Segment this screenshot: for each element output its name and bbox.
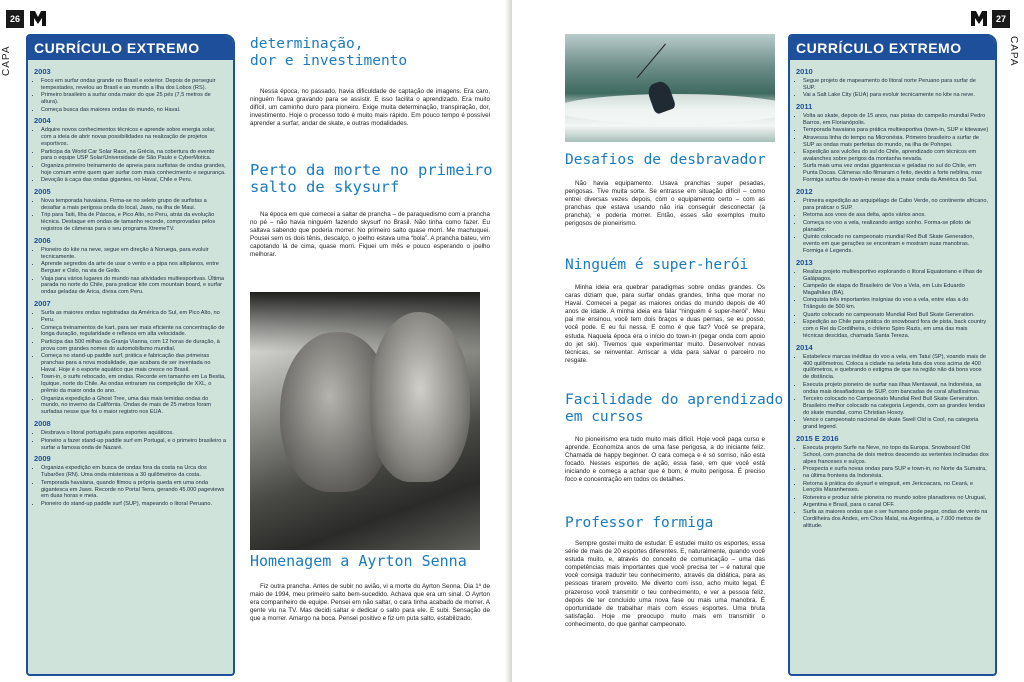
section-title-desafios: Desafios de desbravador — [565, 152, 766, 168]
list-item: • Volta ao skate, depois de 15 anos, nas pistas do campeão mundial Pedro Barros, em Florianópolis. — [803, 113, 989, 127]
sidebar-curriculo — [26, 34, 235, 676]
list-item: • Trip para Taiti, Ilha de Páscoa, e Pico Alto, no Peru, atrás da evolução técnica. Destaque em ondas de tamanho recorde, comprovadas pelos registros de câmeras para o seu programa XtremeTV. — [41, 212, 227, 233]
title-line: Perto da morte no primeiro — [250, 161, 493, 179]
year-list — [796, 198, 989, 255]
sidebar-curriculo — [788, 34, 997, 676]
paragraph: Na época em que comecei a saltar de prancha – de paraquedismo com a prancha no pé – não havia ninguém fazendo skysurf no Brasil. Não tinha como fazer. Eu saltava sabendo que poderia morrer. No primeiro salto quase morri. Me machuquei. Pousei sem os dois tênis, descalço, o joelho estava uma “bola”. A prancha bateu, vim capotando lá de cima, quase morri. Fiquei um mês e pouco esperando o joelho melhorar. — [250, 211, 490, 259]
year-list — [34, 78, 227, 114]
list-item: • Quinto colocado no campeonato mundial Red Bull Skate Generation, evento em que gerações se encontram e mostram suas manobras. Formiga é Legends. — [803, 234, 989, 255]
list-item: • Primeiro brasileiro a surfar onda maior do que 25 pés (7,5 metros de altura). — [41, 92, 227, 106]
list-item: • Quarto colocado no campeonato Mundial Red Bull Skate Generation. — [803, 312, 989, 319]
sidebar-title: CURRÍCULO EXTREMO — [28, 36, 233, 60]
list-item: • Vence o campeonato nacional de skate Swell Old is Cool, na categoria grand legend. — [803, 417, 989, 431]
article-text — [565, 180, 765, 229]
list-item: • Adquire novos conhecimentos técnicos e aprende sobre energia solar, com a ideia de abrir novas possibilidades na realização de projetos esportivos. — [41, 127, 227, 148]
article-text — [250, 211, 490, 260]
m-logo-icon — [969, 8, 989, 28]
year-heading: 2014 — [796, 342, 813, 352]
list-item: • Surfa mais uma vez ondas gigantescas e geladas no sul do Chile, em Punta Docas. Câmeras não filmaram o feito, devido a forte neblina, mas Formiga surfou de towin-in nesse dia a maior onda da América do Sul. — [803, 163, 989, 184]
list-item: • Retorna à prática do skysurf e wingsuit, em Jericoacara, no Ceará, e Lençóis Maranhenses. — [803, 481, 989, 495]
year-heading: 2005 — [34, 187, 51, 197]
list-item: • Retorna aos voos de asa delta, após vários anos. — [803, 212, 989, 219]
list-item: • Temporada havaiana para prática multiesportiva (town-in, SUP e kitewave) — [803, 127, 989, 134]
year-heading: 2015 E 2016 — [796, 434, 839, 444]
list-item: • Foco em surfar ondas grande no Brasil e exterior. Depois de perseguir tempestades, revelou ao Brasil e ao mundo a Ilha dos Lobos (RS). — [41, 78, 227, 92]
section-title-ninguem: Ninguém é super-herói — [565, 257, 749, 273]
page-number: 27 — [992, 10, 1010, 28]
section-tab: CAPA — [1008, 36, 1019, 67]
year-heading: 2004 — [34, 116, 51, 126]
year-list — [34, 247, 227, 296]
senna-photo — [250, 292, 480, 550]
year-list — [34, 465, 227, 507]
article-text — [565, 284, 765, 365]
list-item: • Temporada havaiana, quando filmou a própria queda em uma onda gigantesca em Jaws. Recorde no Portal Terra, gerando 45.000 pageviews em duas horas e meia. — [41, 480, 227, 501]
list-item: • Aprende segredos da arte de usar o vento e a pipa nos altiplanos, entre Berguer e Oslo, na via de Geilo. — [41, 261, 227, 275]
paragraph: Minha ideia era quebrar paradigmas sobre ondas grandes. Os caras diziam que, para surfar ondas grandes, tinha que morar no Havaí. Comecei a pegar as maiores ondas do mundo depois de 40 anos de idade. A minha ideia era falar “ninguém é super-herói”. Meu pai me ensinou, você tem dois braços e duas pernas, se eu posso, você pode. E eu fui nessa. E como é que faz? Você se prepara, estuda. Naquela época era o início do town-in (pegar onda com apoio do jet ski). Tivemos que experimentar muito. Desenvolver novas técnicas, se reinventar. Arriscar a vida para salvar o parceiro no resgate. — [565, 284, 765, 364]
list-item: • Prospecta e surfa novas ondas para SUP e town-in, no Norte da Sumatra, na última fronteira da Indonésia. — [803, 466, 989, 480]
list-item: • Viaja para vários lugares do mundo nas atividades multiesportivas. Última parada no norte do Chile, para praticar kite com mountain board, e surfar ondas geladas de Arica, divisa com Peru. — [41, 276, 227, 297]
list-item: • Organiza expedição a Ghost Tree, uma das mais temidas ondas do mundo, no inverno da Califórnia. Ondas de mais de 25 metros foram surfadas nesse que foi o maior registro nos EUA. — [41, 396, 227, 417]
year-heading: 2007 — [34, 299, 51, 309]
list-item: • Segue projeto de mapeamento do litoral norte Peruano para surfar de SUP. — [803, 78, 989, 92]
list-item: • Surfa as maiores ondas registradas da América do Sul, em Pico Alto, no Peru. — [41, 310, 227, 324]
article-text — [250, 88, 490, 128]
section-title-skysurf — [250, 162, 500, 196]
list-item: • Vai a Salt Lake City (EUA) para evoluir tecnicamente no kite na neve. — [803, 92, 989, 99]
article-text — [250, 583, 490, 623]
title-line: em cursos — [565, 409, 644, 425]
section-title-senna: Homenagem a Ayrton Senna — [250, 552, 467, 570]
paragraph: No pioneirismo era tudo muito mais difícil. Hoje você paga curso e aprende. Economiza anos de uma fase perigosa, a do iniciante feliz. Chamada de happy beginner. O cara começa e é só sorriso, não está focado. Nesses esportes de ação, essa fase, em que você está iniciando e começa a achar que é bom, é muito perigosa. É preciso foco e concentração em todos os detalhes. — [565, 436, 765, 484]
year-heading: 2013 — [796, 257, 813, 267]
list-item: • Campeão de etapa do Brasileiro de Voo a Vela, em Luis Eduardo Magalhães (BA). — [803, 283, 989, 297]
year-heading: 2010 — [796, 67, 813, 76]
list-item: • Atravessa linha do tempo na Micronésia. Primeiro brasileiro a surfar de SUP as ondas mais perfeitas do mundo, na ilha de Pohnpei. — [803, 135, 989, 149]
list-item: • Organiza expedição em busca de ondas fora da costa na Urca dos Tubarões (RN). Uma onda misteriosa a 30 quilômetros da costa. — [41, 465, 227, 479]
year-list — [796, 78, 989, 99]
year-list — [34, 127, 227, 184]
section-title-formiga: Professor formiga — [565, 515, 714, 531]
list-item: • Pioneiro do stand-up paddle surf (SUP), mapeando o litoral Peruano. — [41, 501, 227, 508]
list-item: • Participa das 500 milhas da Granja Vianna, com 12 horas de duração, à prova com grandes nomes do automobilismo mundial. — [41, 339, 227, 353]
list-item: • Nova temporada havaiana. Firma-se no seleto grupo de surfistas a desafiar a mais perigosa onda do local, Jaws, na ilha de Maui. — [41, 198, 227, 212]
year-list — [796, 354, 989, 431]
list-item: • Devoção à caça das ondas gigantes, no Havaí, Chile e Peru. — [41, 177, 227, 184]
year-list — [796, 445, 989, 530]
list-item: • Participa da World Car Solar Race, na Grécia, na cobertura do evento para o equipe USP Solar/Universidade de São Paulo e CyberMotica. — [41, 149, 227, 163]
list-item: • Estabelece marcas inéditas do voo a vela, em Tatuí (SP), voando mais de 400 quilômetros. Coloca a cidade na seleta lista dos voos acima de 400 quilômetros, e quebrando o estigma de que na região não dá bons voos de distância. — [803, 354, 989, 382]
paragraph: Fiz outra prancha. Antes de subir no avião, vi a morte do Ayrton Senna. Dia 1º de maio de 1994, meu primeiro salto bem-sucedido. Achava que era um sinal. O Ayrton era companheiro de equipe. Pensei em não saltar, o cara tinha acabado de morrer. A gente viu na TV. Mas decidi saltar e dedicar o salto para ele. E subi. Sensação de que a morrer. Amargo na boca. Pensei positivo e fiz um puta salto, estabilizado. — [250, 583, 490, 623]
list-item: • Realiza projeto multiesportivo explorando o litoral Equatoriano e ilhas de Galápagos. — [803, 269, 989, 283]
m-logo-icon — [28, 8, 48, 28]
list-item: • Expedição ao Chile para prática do snowboard fora de pista, back country com o Rei da Cordilheira, o chileno Spiro Razis, em uma das mais técnicas descidas, chamada Santa Tereza. — [803, 319, 989, 340]
list-item: • Começa busca das maiores ondas do mundo, no Havaí. — [41, 107, 227, 114]
list-item: • Começa treinamentos de kart, para ser mais eficiente na concentração de longa duração, regularidade e reflexos em alta velocidade. — [41, 325, 227, 339]
section-title-determinacao — [250, 36, 490, 70]
year-list — [34, 198, 227, 233]
year-heading: 2012 — [796, 187, 813, 197]
year-list — [34, 430, 227, 451]
list-item: • Organiza primeiro treinamento de apneia para surfistas de ondas grandes, hoje comum entre quem quer surfar com mais conhecimento e segurança. — [41, 163, 227, 177]
page-number: 26 — [6, 10, 24, 28]
list-item: • Executa projeto Surfe na Neve, no topo da Europa. Snowboard Old School, com prancha de dois metros descendo as vertentes inclinadas dos alpes franceses e suíços. — [803, 445, 989, 466]
list-item: • Town-in, o surfe rebocado, em ondas. Recorde em tamanho em La Bestia, Iquique, norte do Chile. As ondas entraram na competição de XXL, o prêmio da maior onda do ano. — [41, 374, 227, 395]
year-list — [796, 113, 989, 184]
kitesurf-photo — [565, 34, 775, 142]
title-line: determinação, — [250, 36, 364, 52]
title-line: dor e investimento — [250, 53, 408, 69]
sidebar-body — [790, 60, 995, 530]
title-line: salto de skysurf — [250, 178, 400, 196]
year-heading: 2006 — [34, 236, 51, 246]
section-title-facilidade — [565, 392, 785, 426]
list-item: • Executa projeto pioneiro de surfar nas ilhas Mentawaii, na Indonésia, as ondas mais desafiadoras de SUP, com bancadas de coral afiadíssimas. — [803, 382, 989, 396]
list-item: • Terceiro colocado no Campeonato Mundial Red Bull Skate Generation. Brasileiro melhor colocado na categoria Legends, com as grandes lendas do skate mundial, como Christian Hosoy. — [803, 396, 989, 417]
section-tab: CAPA — [1, 45, 12, 76]
list-item: • Pioneiro do kite na neve, segue em direção à Noruega, para evoluir tecnicamente. — [41, 247, 227, 261]
list-item: • Conquista três importantes insígnias do voo a vela, entre elas a do Triângulo de 500 km. — [803, 297, 989, 311]
list-item: • Começa no stand-up paddle surf, prática e fabricação das primeiras pranchas para a nova modalidade, que acabara de ser inventada no Havaí. Hoje é o esporte aquático que mais cresce no Brasil. — [41, 353, 227, 374]
list-item: • Primeira expedição ao arquipélago de Cabo Verde, no continente africano, para praticar o SUP. — [803, 198, 989, 212]
paragraph: Sempre gostei muito de estudar. E estudei muito os esportes, essa série de mais de 20 esportes diferentes. E, naturalmente, quando você estuda muito, e, através do conceito de comunicação – uma das competências mais importantes que você precisa ter – é natural que você consiga traduzir teu conhecimento, através da didática, para as pessoas tirarem proveito. Me diverto com isso, acho muito legal. É prazeroso você transmitir o teu conhecimento, e ver a pessoa feliz, depois de ter concluído uma nova fase ou mais uma manobra. É oportunidade de trabalhar mais com esses esportes. Uma bruta satisfação. Hoje me preocupo muito mais em transmitir o conhecimento, do que ganhar campeonato. — [565, 540, 765, 628]
article-text — [565, 540, 765, 629]
year-heading: 2011 — [796, 102, 813, 112]
year-list — [34, 310, 227, 416]
sidebar-body — [28, 60, 233, 508]
year-heading: 2009 — [34, 454, 51, 464]
list-item: • Pioneiro a fazer stand-up paddle surf em Portugal, e o primeiro brasileiro a surfar a famosa onda de Nazaré. — [41, 438, 227, 452]
year-heading: 2003 — [34, 67, 51, 76]
sidebar-title: CURRÍCULO EXTREMO — [790, 36, 995, 60]
paragraph: Não havia equipamento. Usava pranchas super pesadas, perigosas. Tive muita sorte. Se entrasse em situação difícil – como entrei diversas vezes depois, com o equipamento certo – com as pranchas que estava usando não iria conseguir desconectar (a prancha), e poderia morrer. Então, esses são exemplos muito perigosos de pioneirismo. — [565, 180, 765, 228]
photo-detail — [370, 312, 470, 482]
year-list — [796, 269, 989, 340]
list-item: • Desbrava o litoral português para esportes aquáticos. — [41, 430, 227, 437]
paragraph: Nessa época, no passado, havia dificuldade de captação de imagens. Era caro, ninguém ficava gravando para se assistir. E isso facilita o aprendizado. Era muito difícil, um caminho duro para pioneiro. Exige muita determinação, transpiração, dor, investimento. Hoje o processo todo é muito mais rápido. Em pouco tempo é possível aprender a surfar, andar de skate, e outras modalidades. — [250, 88, 490, 128]
title-line: Facilidade do aprendizado — [565, 392, 784, 408]
list-item: • Expedição aos vulcões do sul do Chile, aprendizado com técnicos em avalanches sobre perigos da montanha nevada. — [803, 149, 989, 163]
year-heading: 2008 — [34, 419, 51, 429]
photo-detail — [637, 44, 666, 78]
list-item: • Rotereira e produz série pioneira no mundo sobre planadores no Uruguai, Argentina e Brasil, para o canal OFF. — [803, 495, 989, 509]
list-item: • Começa no voo a vela, realizando antigo sonho. Forma-se piloto de planador. — [803, 220, 989, 234]
article-text — [565, 436, 765, 485]
list-item: • Surfa as maiores ondas que o ser humano pode pegar, ondas de vento na Cordilheira dos Andes, em Chos Malal, na Argentina, a 7.000 metros de altitude. — [803, 509, 989, 530]
